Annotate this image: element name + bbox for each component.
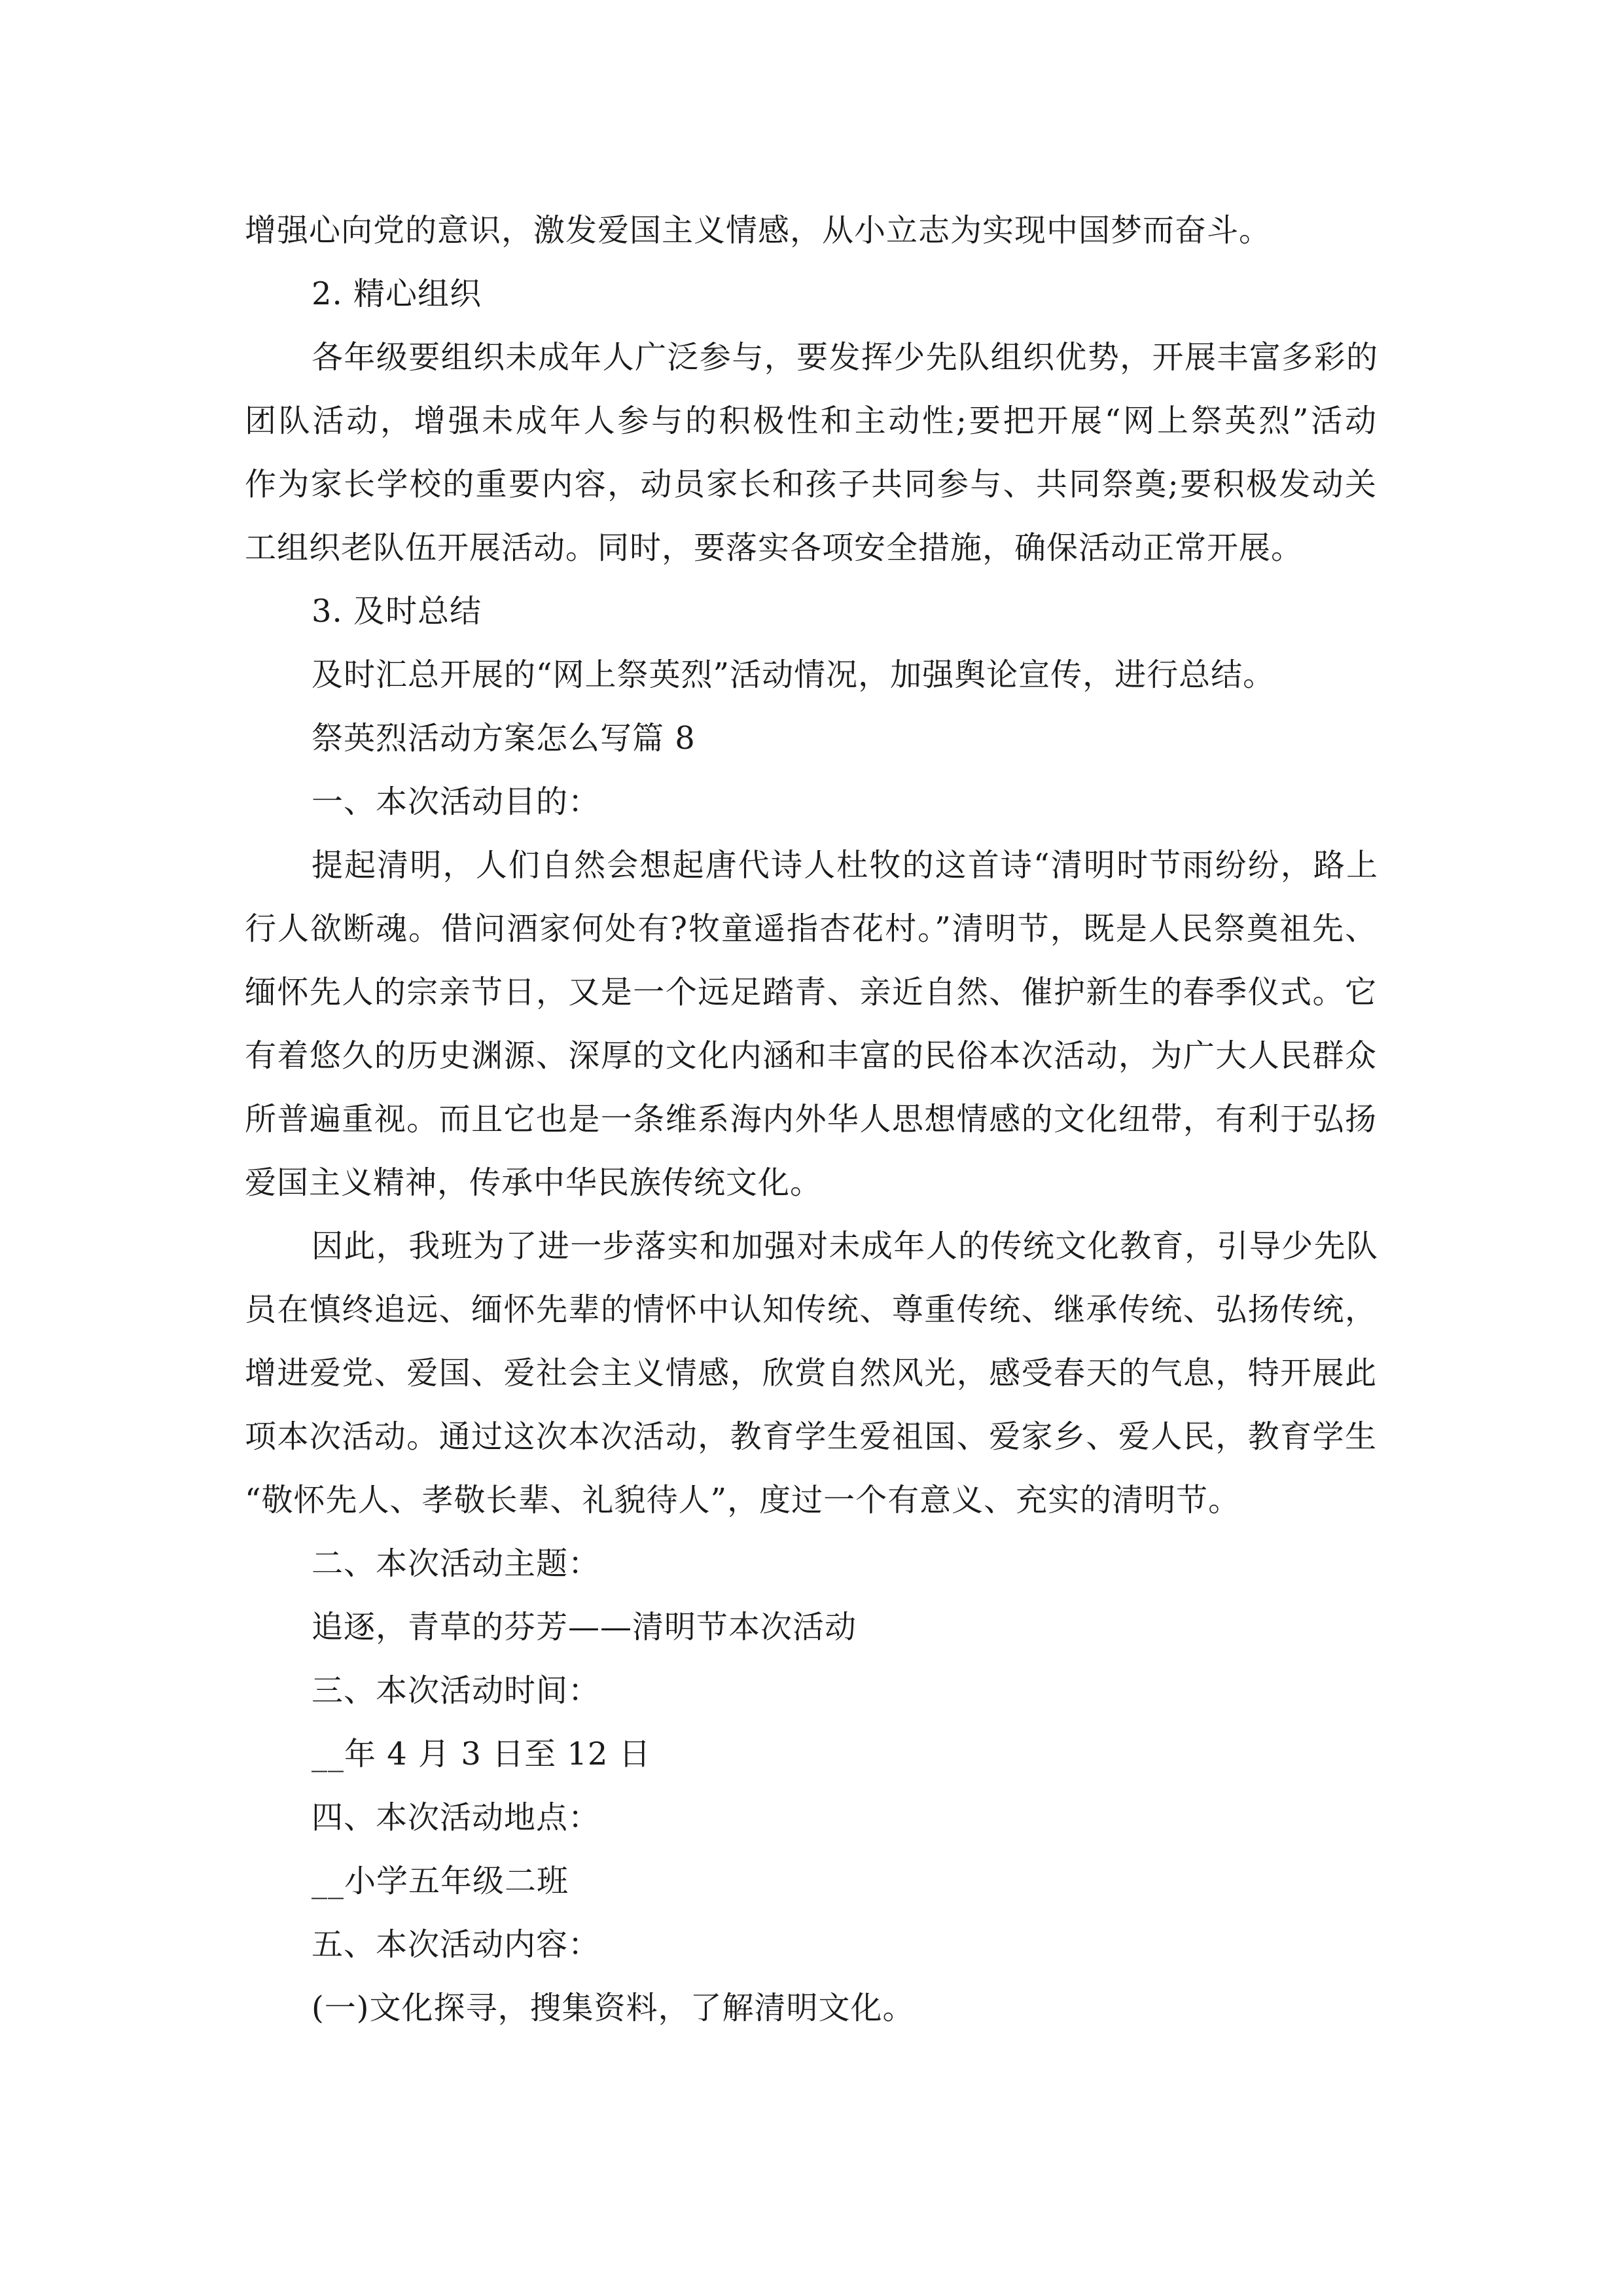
section-heading: 一、本次活动目的： [312, 783, 601, 820]
section-heading: 四、本次活动地点： [312, 1799, 601, 1836]
text-line: 团队活动，增强未成年人参与的积极性和主动性;要把开展“网上祭英烈”活动 [245, 403, 1377, 439]
text-line: 增进爱党、爱国、爱社会主义情感，欣赏自然风光，感受春天的气息，特开展此 [245, 1355, 1377, 1391]
text-line: __年 4 月 3 日至 12 日 [312, 1736, 651, 1772]
text-line: 增强心向党的意识，激发爱国主义情感，从小立志为实现中国梦而奋斗。 [245, 212, 1272, 249]
section-heading: 2. 精心组织 [312, 276, 482, 312]
text-line: 作为家长学校的重要内容，动员家长和孩子共同参与、共同祭奠;要积极发动关 [245, 466, 1377, 503]
text-line: 所普遍重视。而且它也是一条维系海内外华人思想情感的文化纽带，有利于弘扬 [245, 1101, 1377, 1138]
text-line: 行人欲断魂。借问酒家何处有?牧童遥指杏花村。”清明节，既是人民祭奠祖先、 [245, 910, 1377, 947]
text-line: 爱国主义精神，传承中华民族传统文化。 [245, 1164, 823, 1201]
text-line: __小学五年级二班 [312, 1863, 569, 1899]
section-heading: 二、本次活动主题： [312, 1545, 601, 1582]
text-line: 提起清明，人们自然会想起唐代诗人杜牧的这首诗“清明时节雨纷纷，路上 [312, 847, 1378, 884]
text-line: 员在慎终追远、缅怀先辈的情怀中认知传统、尊重传统、继承传统、弘扬传统， [245, 1291, 1377, 1328]
section-heading: 五、本次活动内容： [312, 1926, 601, 1963]
text-line: 有着悠久的历史渊源、深厚的文化内涵和丰富的民俗本次活动，为广大人民群众 [245, 1037, 1377, 1074]
text-line: 及时汇总开展的“网上祭英烈”活动情况，加强舆论宣传，进行总结。 [312, 656, 1275, 693]
text-line: 项本次活动。通过这次本次活动，教育学生爱祖国、爱家乡、爱人民，教育学生 [245, 1418, 1377, 1455]
text-line: 追逐，青草的芬芳——清明节本次活动 [312, 1609, 857, 1645]
section-heading: 三、本次活动时间： [312, 1672, 601, 1709]
text-line: 各年级要组织未成年人广泛参与，要发挥少先队组织优势，开展丰富多彩的 [312, 339, 1378, 376]
text-line: (一)文化探寻，搜集资料，了解清明文化。 [312, 1990, 915, 2026]
text-line: “敬怀先人、孝敬长辈、礼貌待人”，度过一个有意义、充实的清明节。 [245, 1482, 1241, 1518]
text-line: 因此，我班为了进一步落实和加强对未成年人的传统文化教育，引导少先队 [312, 1228, 1378, 1265]
text-line: 缅怀先人的宗亲节日，又是一个远足踏青、亲近自然、催护新生的春季仪式。它 [245, 974, 1377, 1011]
section-heading: 3. 及时总结 [312, 593, 482, 630]
article-title: 祭英烈活动方案怎么写篇 8 [312, 720, 696, 757]
text-line: 工组织老队伍开展活动。同时，要落实各项安全措施，确保活动正常开展。 [245, 529, 1304, 566]
